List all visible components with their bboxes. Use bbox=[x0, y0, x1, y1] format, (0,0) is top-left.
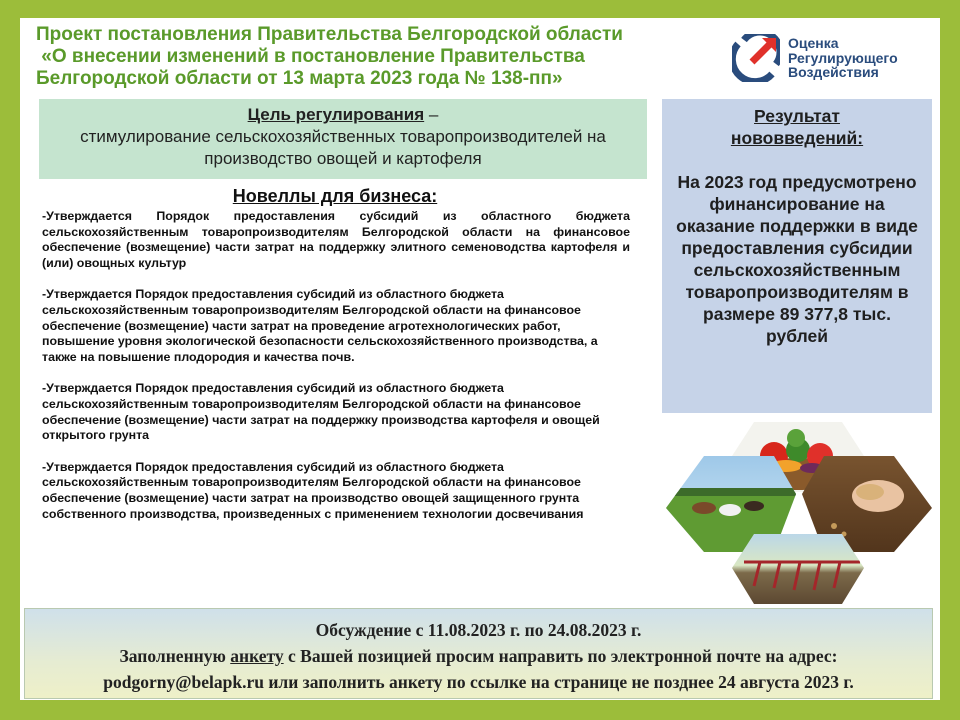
result-title-line-2: нововведений: bbox=[730, 128, 864, 148]
result-text: На 2023 год предусмотрено финансирование на оказание поддержки в виде предоставления субсидии сельскохозяйственным товаропроизводителям в размере 89 377,8 тыс. рублей bbox=[676, 172, 918, 346]
goal-box bbox=[39, 99, 647, 179]
novel-item: -Утверждается Порядок предоставления субсидий из областного бюджета сельскохозяйственным товаропроизводителям Белгородской области на финансовое обеспечение (возмещение) части затрат на поддержку производства картофеля и овощей открытого грунта bbox=[42, 381, 600, 443]
discussion-dates: Обсуждение с 11.08.2023 г. по 24.08.2023 г. bbox=[315, 620, 642, 640]
result-title bbox=[670, 105, 924, 149]
goal-title: Цель регулирования bbox=[247, 105, 425, 124]
footer-text: Заполненную bbox=[119, 646, 231, 666]
footer-text: или заполнить анкету по ссылке на странице не позднее 24 августа 2023 г. bbox=[263, 672, 854, 692]
logo-line-2: Регулирующего bbox=[788, 49, 898, 66]
novels-list bbox=[42, 209, 630, 538]
goal-heading bbox=[39, 104, 647, 126]
title-line-1: Проект постановления Правительства Белгородской области bbox=[36, 24, 623, 45]
novels-title: Новеллы для бизнеса: bbox=[232, 186, 438, 206]
org-logo bbox=[732, 34, 942, 84]
result-box bbox=[662, 99, 932, 413]
novel-item: -Утверждается Порядок предоставления субсидий из областного бюджета сельскохозяйственным товаропроизводителям Белгородской области на финансовое обеспечение (возмещение) части затрат на поддержку элитного семеноводства картофеля и (или) овощных культур bbox=[42, 209, 630, 271]
title-line-3: Белгородской области от 13 марта 2023 года № 138-пп» bbox=[36, 68, 563, 89]
result-title-line-1: Результат bbox=[754, 106, 840, 126]
logo-mark-icon bbox=[732, 34, 780, 82]
footer-line-3 bbox=[25, 669, 932, 695]
title-line-2: «О внесении изменений в постановление Правительства bbox=[36, 46, 585, 67]
logo-line-1: Оценка bbox=[788, 35, 839, 51]
footer-line-2 bbox=[25, 643, 932, 669]
email-address[interactable]: podgorny@belapk.ru bbox=[103, 672, 264, 692]
goal-text: стимулирование сельскохозяйственных товаропроизводителей на производство овощей и картофеля bbox=[80, 127, 606, 168]
logo-line-3: Воздействия bbox=[788, 64, 879, 80]
questionnaire-link[interactable]: анкету bbox=[230, 646, 284, 666]
page-title bbox=[36, 24, 716, 90]
logo-text bbox=[788, 36, 898, 80]
discussion-footer bbox=[24, 608, 933, 699]
novel-item: -Утверждается Порядок предоставления субсидий из областного бюджета сельскохозяйственным товаропроизводителям Белгородской области на финансовое обеспечение (возмещение) части затрат на производство овощей защищенного грунта собственного производства, произведенных с применением технологии досвечивания bbox=[42, 459, 584, 521]
agriculture-hexagon-collage bbox=[664, 422, 934, 604]
goal-dash: – bbox=[424, 105, 439, 124]
footer-text: с Вашей позицией просим направить по электронной почте на адрес: bbox=[283, 646, 838, 666]
novel-item: -Утверждается Порядок предоставления субсидий из областного бюджета сельскохозяйственным товаропроизводителям Белгородской области на финансовое обеспечение (возмещение) части затрат на проведение агротехнологических работ, повышение уровня экологической безопасности сельскохозяйственного производства, а также на повышение плодородия и качества почв. bbox=[42, 287, 598, 365]
